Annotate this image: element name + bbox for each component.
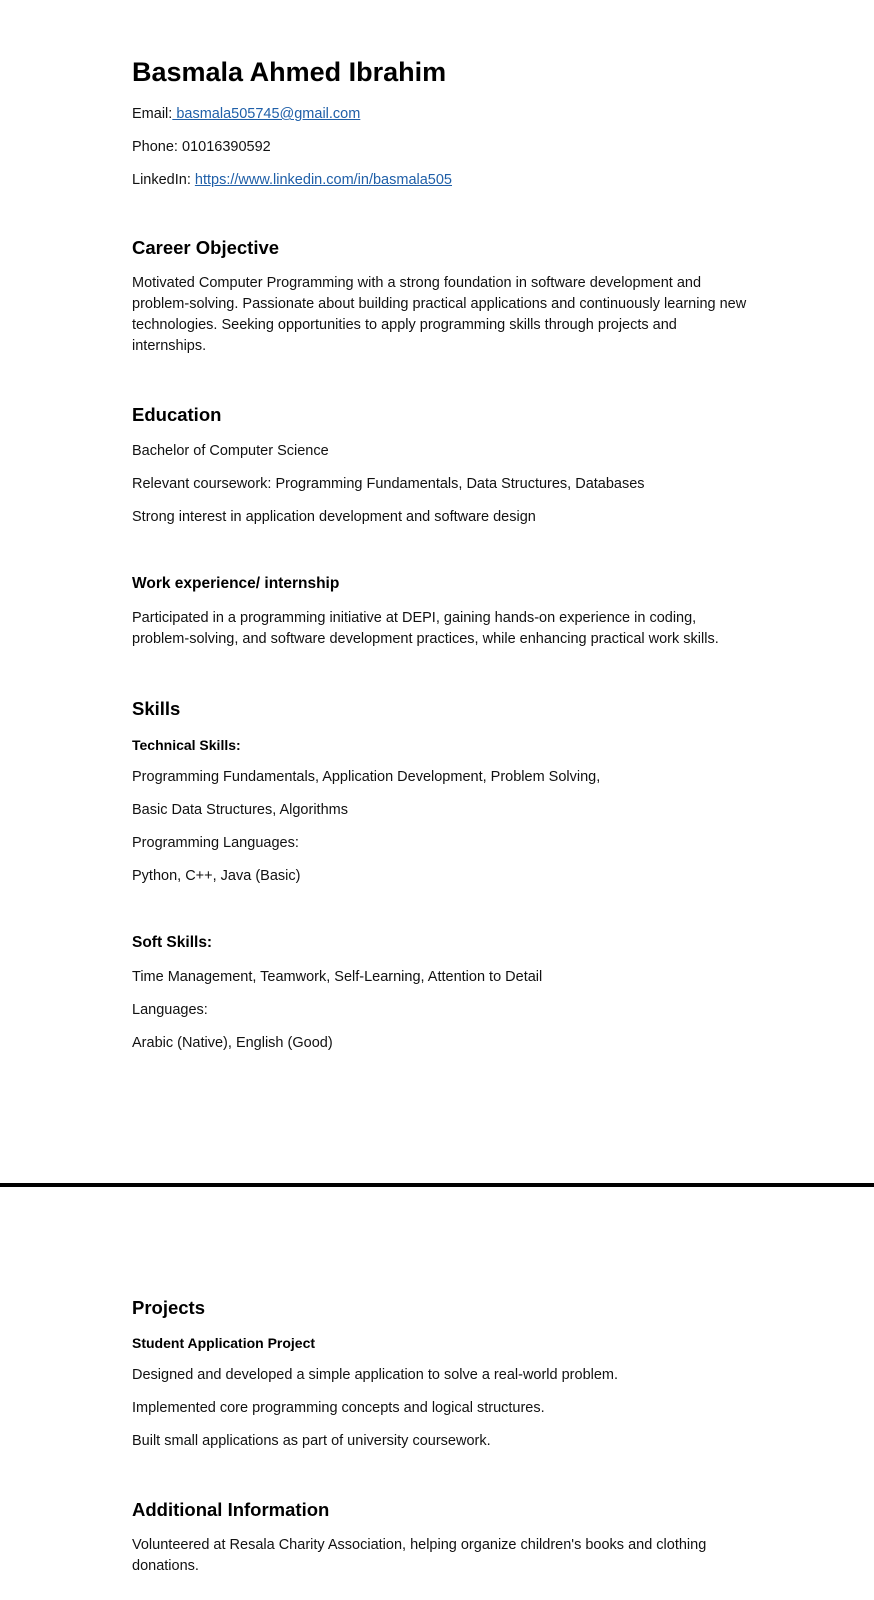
technical-skills-heading: Technical Skills: (132, 737, 241, 753)
project-line: Designed and developed a simple application to solve a real-world problem. (132, 1367, 619, 1383)
linkedin-link[interactable]: https://www.linkedin.com/in/basmala505 (194, 172, 452, 188)
email-link[interactable]: basmala505745@gmail.com (172, 106, 361, 122)
education-coursework: Relevant coursework: Programming Fundamentals, Data Structures, Databases (132, 476, 645, 492)
soft-skill-line: Time Management, Teamwork, Self-Learning, Attention to Detail (132, 969, 543, 985)
languages-list: Arabic (Native), English (Good) (132, 1035, 333, 1051)
languages-label: Languages: (132, 1002, 208, 1018)
project-line: Built small applications as part of university coursework. (132, 1433, 491, 1449)
programming-languages-label: Programming Languages: (132, 835, 299, 851)
email-line (132, 104, 360, 125)
email-label: Email: (132, 106, 173, 122)
career-objective-heading: Career Objective (132, 237, 280, 258)
education-degree: Bachelor of Computer Science (132, 443, 329, 459)
project-line: Implemented core programming concepts and logical structures. (132, 1400, 545, 1416)
project-title: Student Application Project (132, 1335, 316, 1351)
projects-heading: Projects (132, 1297, 206, 1318)
programming-languages-list: Python, C++, Java (Basic) (132, 868, 301, 884)
phone-line (132, 137, 271, 158)
technical-skill-line: Programming Fundamentals, Application Development, Problem Solving, (132, 769, 601, 785)
additional-information-text: Volunteered at Resala Charity Association, helping organize children's books and clothing donations. (132, 1537, 707, 1574)
phone-number: 01016390592 (182, 139, 271, 155)
technical-skill-line: Basic Data Structures, Algorithms (132, 802, 348, 818)
linkedin-label: LinkedIn: (132, 172, 195, 188)
linkedin-line (132, 170, 452, 191)
candidate-name: Basmala Ahmed Ibrahim (132, 57, 447, 87)
work-experience-heading: Work experience/ internship (132, 575, 340, 592)
phone-label: Phone: (132, 139, 182, 155)
soft-skills-heading: Soft Skills: (132, 934, 213, 951)
career-objective-text: Motivated Computer Programming with a strong foundation in software development and problem-solving. Passionate about building practical applications and continuously learning new technologies. Seeking opportunities to apply programming skills through projects and internships. (132, 275, 747, 354)
skills-heading: Skills (132, 698, 181, 719)
additional-information-heading: Additional Information (132, 1499, 330, 1520)
education-heading: Education (132, 404, 222, 425)
education-interest: Strong interest in application development and software design (132, 509, 536, 525)
work-experience-text: Participated in a programming initiative at DEPI, gaining hands-on experience in coding, problem-solving, and software development practices, while enhancing practical work skills. (132, 610, 719, 647)
